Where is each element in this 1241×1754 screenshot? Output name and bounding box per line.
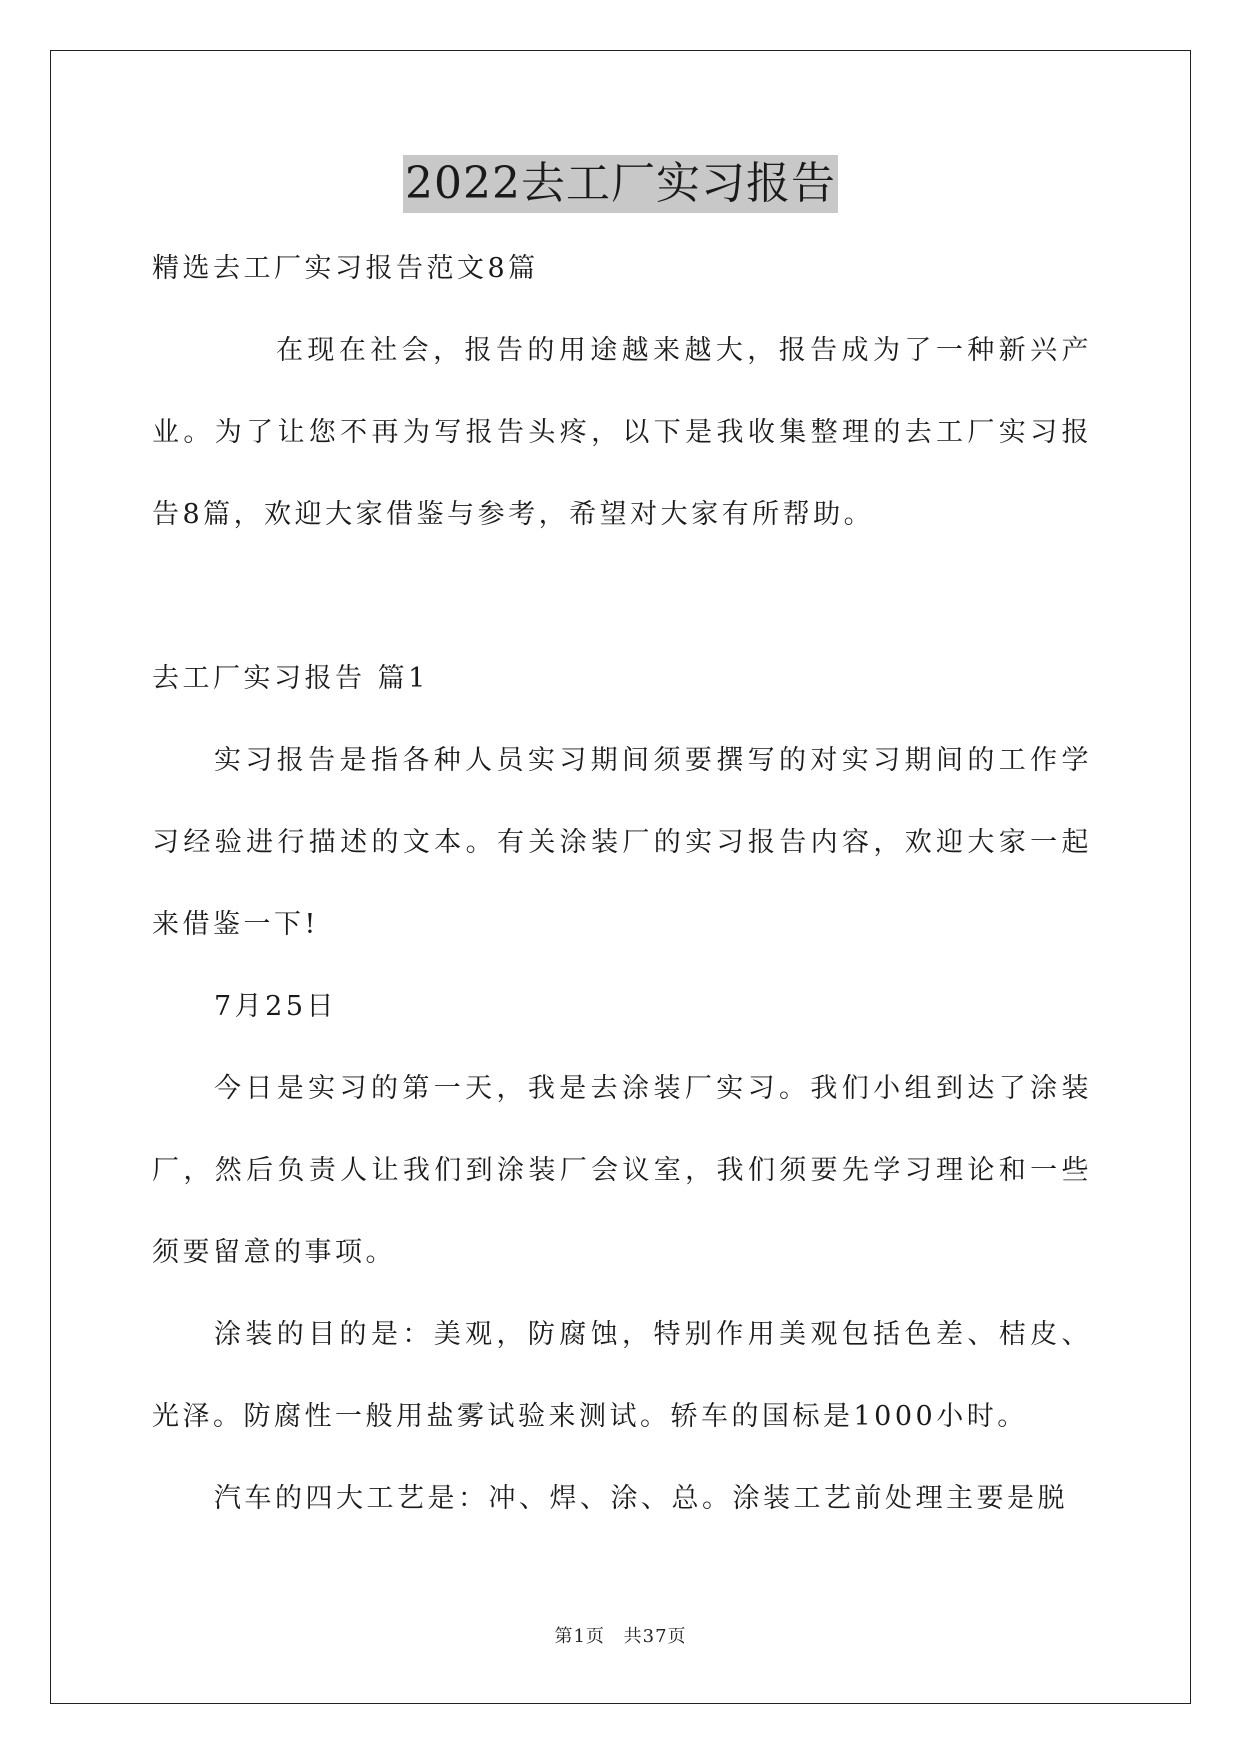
body-paragraph: 涂装的目的是：美观，防腐蚀，特别作用美观包括色差、桔皮、光泽。防腐性一般用盐雾试验来测试。轿车的国标是1000小时。 — [152, 1319, 1092, 1432]
page-total: 共37页 — [623, 1626, 687, 1647]
body-paragraph: 今日是实习的第一天，我是去涂装厂实习。我们小组到达了涂装厂，然后负责人让我们到涂装厂会议室，我们须要先学习理论和一些须要留意的事项。 — [152, 1073, 1092, 1268]
document-body — [152, 228, 1092, 1540]
spacer — [152, 556, 1092, 638]
page-footer — [0, 1622, 1241, 1648]
document-title: 2022去工厂实习报告 — [403, 155, 838, 213]
date-line: 7月25日 — [214, 991, 338, 1022]
section-heading: 去工厂实习报告 篇1 — [152, 663, 429, 694]
document-subtitle: 精选去工厂实习报告范文8篇 — [152, 253, 539, 284]
body-paragraph: 实习报告是指各种人员实习期间须要撰写的对实习期间的工作学习经验进行描述的文本。有关涂装厂的实习报告内容，欢迎大家一起来借鉴一下! — [152, 745, 1092, 940]
intro-paragraph: 在现在社会，报告的用途越来越大，报告成为了一种新兴产业。为了让您不再为写报告头疼，以下是我收集整理的去工厂实习报告8篇，欢迎大家借鉴与参考，希望对大家有所帮助。 — [152, 335, 1092, 530]
body-paragraph: 汽车的四大工艺是：冲、焊、涂、总。涂装工艺前处理主要是脱 — [214, 1483, 1068, 1514]
page-number: 第1页 — [554, 1626, 605, 1647]
title-container — [0, 155, 1241, 213]
